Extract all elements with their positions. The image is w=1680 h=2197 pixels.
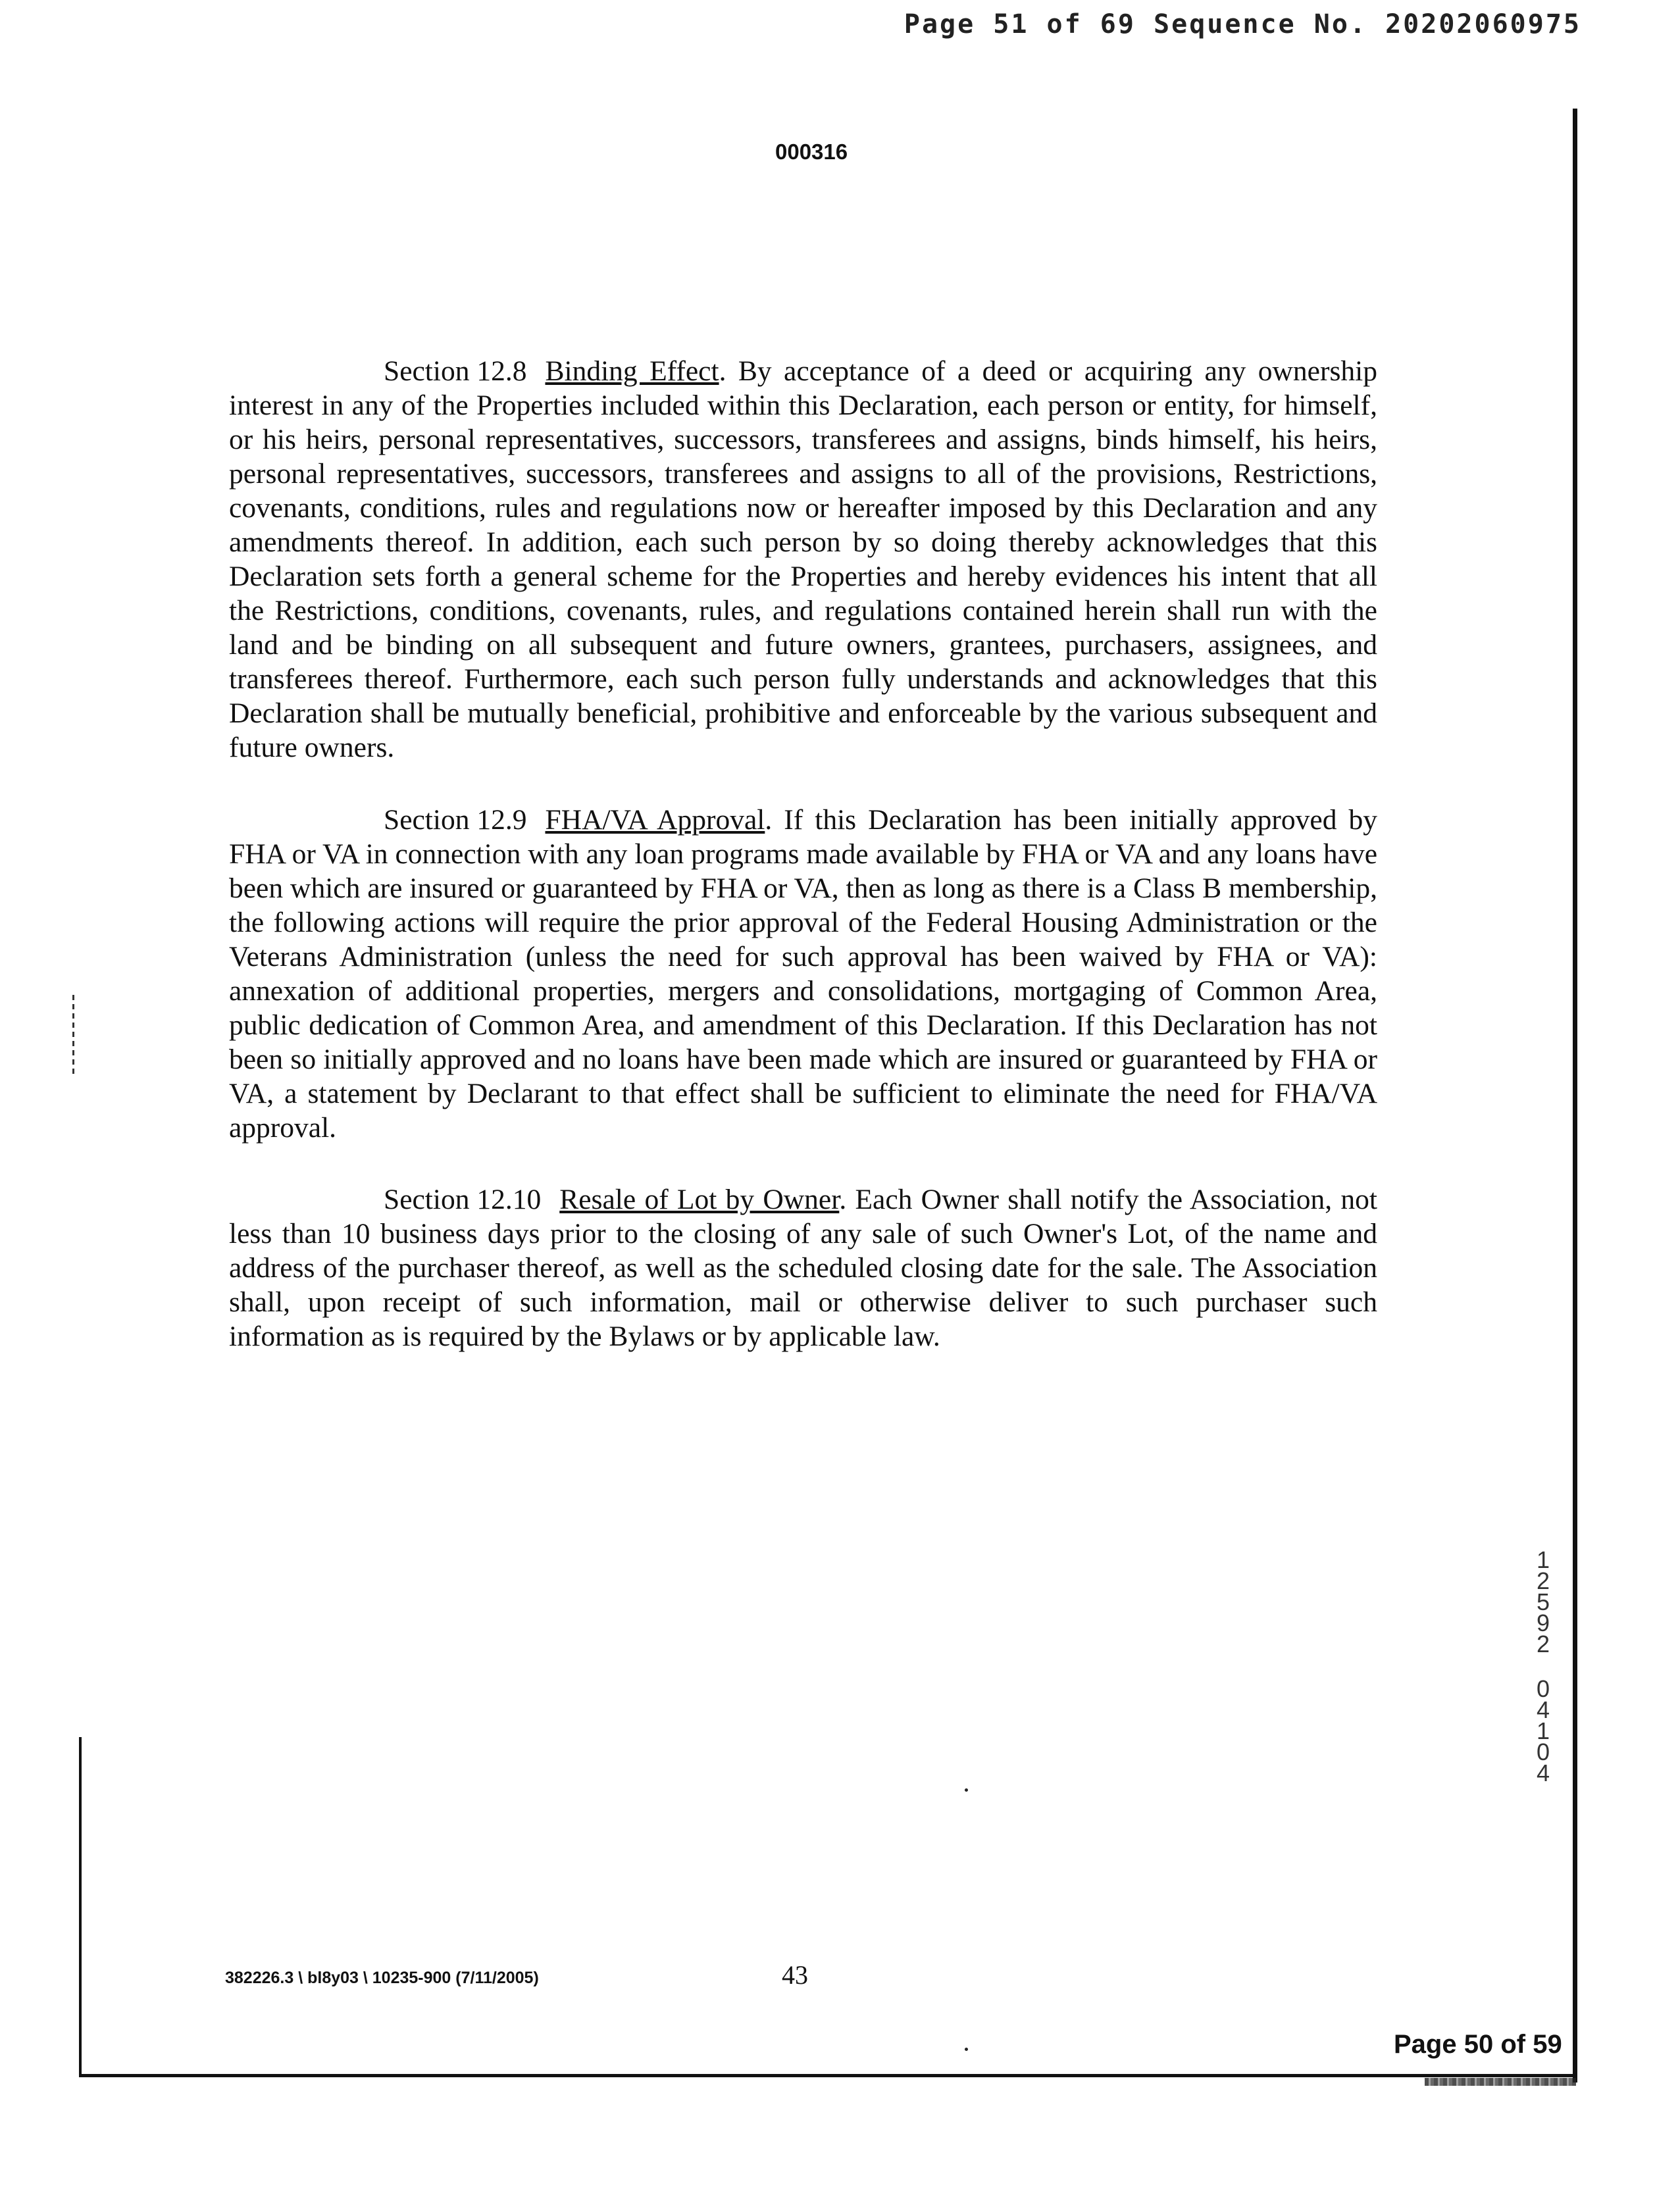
scan-dot — [965, 2048, 968, 2051]
side-digit: 0 — [1536, 1675, 1550, 1702]
page-of-count: Page 50 of 59 — [1394, 2030, 1562, 2059]
sequence-stamp: Page 51 of 69 Sequence No. 20202060975 — [904, 9, 1581, 39]
section-label: Section 12.8 — [384, 355, 527, 387]
footer-file-code: 382226.3 \ bl8y03 \ 10235-900 (7/11/2005) — [225, 1969, 539, 1987]
section-body: . If this Declaration has been initially approved by FHA or VA in connection with any loan programs made available by FHA or VA and any loans have been which are insured or guaranteed by FHA or VA, then as long as there is a Class B membership, the following actions will require the prior approval of the Federal Housing Administration or the Veterans Administration (unless the need for such approval has been waived by FHA or VA): annexation of additional properties, mergers and consolidations, mortgaging of Common Area, public dedication of Common Area, and amendment of this Declaration. If this Declaration has not been so initially approved and no loans have been made which are insured or guaranteed by FHA or VA, a statement by Declarant to that effect shall be sufficient to eliminate the need for FHA/VA approval. — [229, 804, 1377, 1144]
side-digit: 9 — [1536, 1609, 1550, 1636]
section-body: . By acceptance of a deed or acquiring any ownership interest in any of the Properties included within this Declaration, each person or entity, for himself, or his heirs, personal representatives, successors, transferees and assigns, binds himself, his heirs, personal representatives, successors, transferees and assigns to all of the provisions, Restrictions, covenants, conditions, rules and regulations now or hereafter imposed by this Declaration and any amendments thereof. In addition, each such person by so doing thereby acknowledges that this Declaration sets forth a general scheme for the Properties and hereby evidences his intent that all the Restrictions, conditions, covenants, rules, and regulations contained herein shall run with the land and be binding on all subsequent and future owners, grantees, purchasers, assignees, and transferees thereof. Furthermore, each such person fully understands and acknowledges that this Declaration shall be mutually beneficial, prohibitive and enforceable by the various subsequent and future owners. — [229, 355, 1377, 763]
side-digit: 2 — [1536, 1567, 1550, 1594]
section-label: Section 12.9 — [384, 804, 527, 836]
scan-smudge — [1425, 2078, 1576, 2086]
side-digit: 4 — [1536, 1759, 1550, 1786]
section-12-10-paragraph — [229, 1182, 1377, 1353]
scan-dot — [965, 1788, 968, 1792]
scan-border-left — [79, 1737, 82, 2077]
scan-border-bottom — [80, 2074, 1577, 2077]
recording-side-stamp — [1530, 1546, 1556, 1786]
side-digit: 0 — [1536, 1738, 1550, 1765]
side-digit: 5 — [1536, 1588, 1550, 1615]
section-body: . Each Owner shall notify the Association, not less than 10 business days prior to the closing of any sale of such Owner's Lot, of the name and address of the purchaser thereof, as well as the scheduled closing date for the sale. The Association shall, upon receipt of such information, mail or otherwise deliver to such purchaser such information as is required by the Bylaws or by applicable law. — [229, 1184, 1377, 1352]
side-digit: 1 — [1536, 1546, 1550, 1573]
section-12-8-paragraph — [229, 354, 1377, 765]
section-label: Section 12.10 — [384, 1184, 542, 1215]
page-number: 43 — [782, 1960, 808, 1990]
section-title: Binding Effect — [545, 355, 719, 387]
side-digit: 2 — [1536, 1630, 1550, 1657]
side-digit: 4 — [1536, 1696, 1550, 1723]
scan-border-right — [1573, 109, 1577, 2083]
section-title: Resale of Lot by Owner — [559, 1184, 840, 1215]
side-digit: 1 — [1536, 1717, 1550, 1744]
document-number: 000316 — [775, 139, 848, 164]
section-12-9-paragraph — [229, 803, 1377, 1145]
section-title: FHA/VA Approval — [545, 804, 765, 836]
scan-dotted-mark — [72, 995, 74, 1074]
